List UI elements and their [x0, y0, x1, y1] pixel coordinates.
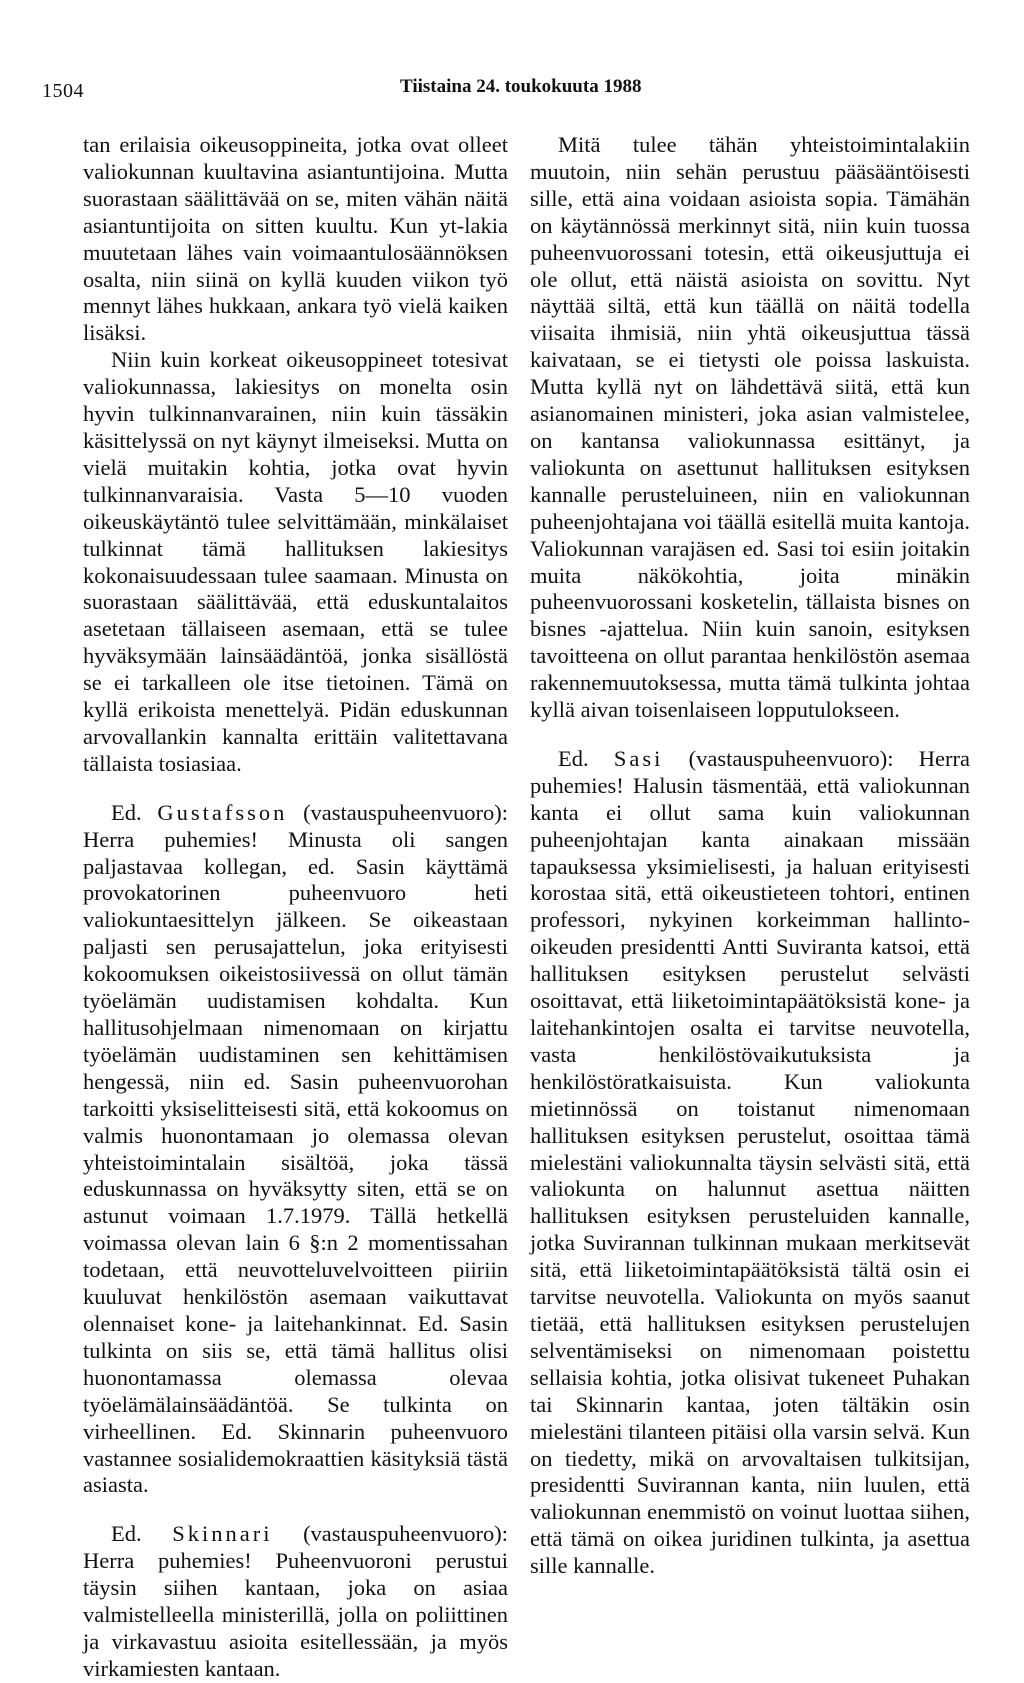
speech-role: (vastauspuheenvuoro): — [303, 1521, 509, 1547]
left-column — [83, 132, 508, 1683]
paragraph: Mitä tulee tähän yhteistoimintalakiin muutoin, niin sehän perustuu pääsääntöisesti sille, että aina voidaan asioista sopia. Tämähän on käytännössä merkinnyt sitä, niin kuin tuossa puheenvuorossani totesin, että oikeusjuttuja ei ole ollut, että näistä asioista on sovittu. Nyt näyttää siltä, että kun täällä on näitä todella viisaita ihmisiä, niin yhtä oikeusjuttua tässä kaivataan, se ei tietysti ole poissa laskuista. Mutta kyllä nyt on lähdettävä siitä, että kun asianomainen ministeri, joka asian valmistelee, on kantansa valiokunnassa esittänyt, ja valiokunta on asettunut hallituksen esityksen kannalle perusteluineen, niin en valiokunnan puheenjohtajana voi täällä esitellä muita kantoja. Valiokunnan varajäsen ed. Sasi toi esiin joitakin muita näkökohtia, joita minäkin puheenvuorossani kosketelin, tällaista bisnes on bisnes -ajattelua. Niin kuin sanoin, esityksen tavoitteena on ollut parantaa henkilöstön asemaa rakennemuutoksessa, mutta tämä tulkinta johtaa kyllä aivan toisenlaiseen lopputulokseen. — [530, 132, 970, 723]
running-head: Tiistaina 24. toukokuuta 1988 — [400, 76, 642, 97]
speech-text: Herra puhemies! Halusin täsmentää, että valiokunnan kanta ei ollut sama kuin valiokunnan puheenjohtajan kanta ainakaan missään tapauksessa yksimielisesti, ja haluan erityisesti korostaa sitä, että oikeustieteen tohtori, entinen professori, nykyinen korkeimman hallinto-oikeuden presidentti Antti Suviranta katsoi, että hallituksen esityksen perustelut selvästi osoittavat, että liiketoimintapäätöksistä kone- ja laitehankintojen osalta ei tarvitse neuvotella, vasta henkilöstövaikutuksista ja henkilöstöratkaisuista. Kun valiokunta mietinnössä on toistanut nimenomaan hallituksen esityksen perustelut, osoittaa tämä mielestäni valiokunnalta täysin selvästi sitä, että valiokunta on halunnut asettua näitten hallituksen esityksen perusteluiden kannalle, jotka Suvirannan tulkinnan mukaan merkitsevät sitä, että liiketoimintapäätöksistä tältä osin ei tarvitse neuvotella. Valiokunta on myös saanut tietää, että hallituksen esityksen perustelujen selventämiseksi on nimenomaan poistettu sellaisia kohtia, jotka olisivat tukeneet Puhakan tai Skinnarin kantaa, joten tältäkin osin mielestäni tilanteen pitäisi olla varsin selvä. Kun on tiedetty, mikä on arvovaltaisen tulkitsijan, presidentti Suvirannan kanta, niin luulen, että valiokunnan enemmistö on voinut luottaa siihen, että tämä on oikea juridinen tulkinta, ja asettua sille kannalle. — [530, 745, 971, 1579]
speech-role: (vastauspuheenvuoro): — [688, 745, 894, 771]
speech-sasi — [530, 746, 970, 1580]
speech-prefix: Ed. — [558, 745, 589, 771]
paragraph: tan erilaisia oikeusoppineita, jotka ovat olleet valiokunnan kuultavina asiantuntijoina. Mutta suorastaan säälittävää on se, miten vähän näitä asiantuntijoita on sitten kuultu. Kun yt-lakia muutetaan lähes vain voimaantulosäännöksen osalta, niin siinä on kyllä kuuden viikon työ mennyt lähes hukkaan, ankara työ vielä kaiken lisäksi. — [83, 132, 508, 346]
speech-gustafsson — [83, 800, 508, 1500]
page-number: 1504 — [42, 80, 84, 102]
speaker-name: Sasi — [613, 745, 664, 771]
speech-skinnari — [83, 1521, 508, 1682]
right-column — [530, 132, 970, 1580]
speech-text: Herra puhemies! Minusta oli sangen paljastavaa kollegan, ed. Sasin käyttämä provokatorinen puheenvuoro heti valiokuntaesittelyn jälkeen. Se oikeastaan paljasti sen perusajattelun, joka erityisesti kokoomuksen oikeistosiivessä on ollut tämän työelämän uudistamisen kohdalta. Kun hallitusohjelmaan nimenomaan on kirjattu työelämän uudistaminen sen kehittämisen hengessä, niin ed. Sasin puheenvuorohan tarkoitti yksiselitteisesti sitä, että kokoomus on valmis huonontamaan jo olemassa olevan yhteistoimintalain sisältöä, joka tässä eduskunnassa on hyväksytty siten, että se on astunut voimaan 1.7.1979. Tällä hetkellä voimassa olevan lain 6 §:n 2 momentissahan todetaan, että neuvotteluvelvoitteen piiriin kuuluvat henkilöstön asemaan vaikuttavat olennaiset kone- ja laitehankinnat. Ed. Sasin tulkinta on siis se, että tämä hallitus olisi huonontamassa olemassa olevaa työelämälainsäädäntöä. Se tulkinta on virheellinen. Ed. Skinnarin puheenvuoro vastannee sosialidemokraattien käsityksiä tästä asiasta. — [83, 826, 508, 1498]
speech-prefix: Ed. — [111, 799, 142, 825]
speech-role: (vastauspuheenvuoro): — [303, 799, 509, 825]
speech-prefix: Ed. — [111, 1521, 142, 1547]
speaker-name: Skinnari — [172, 1521, 273, 1547]
speech-text: Herra puhemies! Puheenvuoroni perustui täysin siihen kantaan, joka on asiaa valmistelleella ministerillä, jolla on poliittinen ja virkavastuu asioita esitellessään, ja myös virkamiesten kantaan. — [83, 1548, 508, 1681]
speaker-name: Gustafsson — [157, 799, 288, 825]
paragraph: Niin kuin korkeat oikeusoppineet totesivat valiokunnassa, lakiesitys on monelta osin hyvin tulkinnanvarainen, niin kuin tässäkin käsittelyssä on nyt käynyt ilmeiseksi. Mutta on vielä muitakin kohtia, jotka ovat hyvin tulkinnanvaraisia. Vasta 5—10 vuoden oikeuskäytäntö tulee selvittämään, minkälaiset tulkinnat tämä hallituksen lakiesitys kokonaisuudessaan tulee saamaan. Minusta on suorastaan säälittävää, että eduskuntalaitos asetetaan tällaiseen asemaan, että se tulee hyväksymään lainsäädäntöä, jonka sisällöstä se ei tarkalleen ole itse tietoinen. Tämä on kyllä erikoista menettelyä. Pidän eduskunnan arvovallankin kannalta erittäin valitettavana tällaista tosiasiaa. — [83, 347, 508, 776]
